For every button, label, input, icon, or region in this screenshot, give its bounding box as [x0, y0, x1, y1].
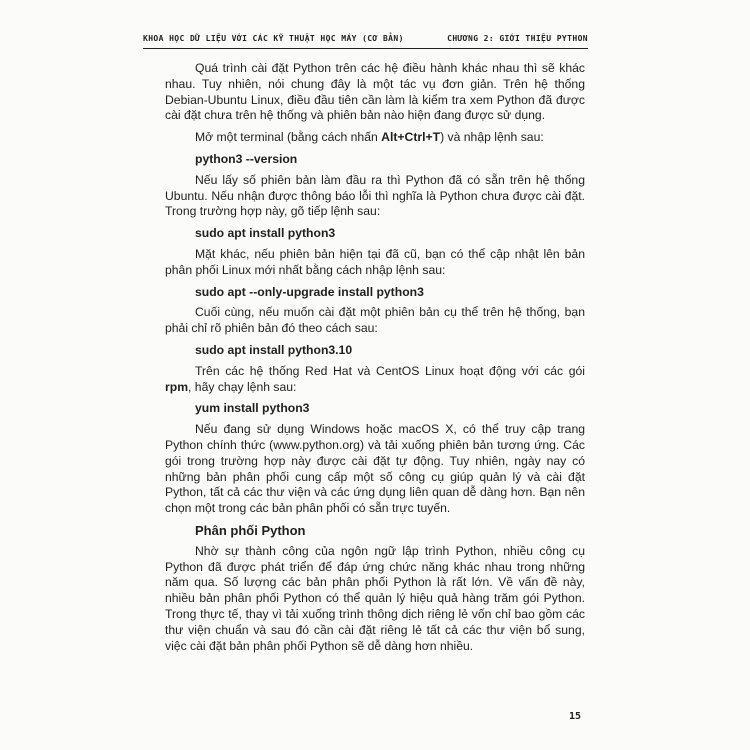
text-segment: , hãy chạy lệnh sau:	[188, 379, 297, 394]
header-book-title: KHOA HỌC DỮ LIỆU VỚI CÁC KỸ THUẬT HỌC MÁY (CƠ BẢN)	[143, 34, 404, 43]
command-apt-install: sudo apt install python3	[195, 226, 336, 241]
paragraph-specific-version: Cuối cùng, nếu muốn cài đặt một phiên bản cụ thể trên hệ thống, bạn phải chỉ rõ phiên bản đó theo cách sau:	[165, 305, 585, 336]
command-yum-install: yum install python3	[195, 401, 310, 416]
paragraph-windows-macos: Nếu đang sử dụng Windows hoặc macOS X, có thể truy cập trang Python chính thức (www.python.org) và tải xuống phiên bản tương ứng. Các gói trong trường hợp này được cài đặt tự động. Tuy nhiên, ngày nay có những bản phân phối cung cấp một số công cụ giúp quản lý và cài đặt Python, tất cả các thư viện và các ứng dụng liên quan dễ dàng hơn. Bạn nên chọn một trong các bản phân phối có sẵn trực tuyến.	[165, 422, 585, 516]
page-body	[165, 61, 585, 660]
command-apt-upgrade: sudo apt --only-upgrade install python3	[195, 284, 424, 299]
header-chapter-title: CHƯƠNG 2: GIỚI THIỆU PYTHON	[447, 34, 588, 43]
text-segment: ) và nhập lệnh sau:	[440, 130, 544, 145]
running-header	[143, 36, 588, 49]
page-number: 15	[569, 711, 582, 722]
paragraph-redhat	[165, 364, 585, 396]
text-segment: Mở một terminal (bằng cách nhấn	[195, 130, 382, 145]
paragraph-install-intro: Quá trình cài đặt Python trên các hệ điều hành khác nhau thì sẽ khác nhau. Tuy nhiên, nói chung đây là một tác vụ đơn giản. Trên hệ thống Debian-Ubuntu Linux, điều đầu tiên cần làm là kiểm tra xem Python đã được cài đặt chưa trên hệ thống và phiên bản nào hiện đang được sử dụng.	[165, 61, 585, 123]
paragraph-check-version: Nếu lấy số phiên bản làm đầu ra thì Python đã có sẵn trên hệ thống Ubuntu. Nếu nhận được thông báo lỗi thì nghĩa là Python chưa được cài đặt. Trong trường hợp này, gõ tiếp lệnh sau:	[165, 172, 585, 219]
text-segment: Trên các hệ thống Red Hat và CentOS Linux hoạt động với các gói	[195, 363, 585, 378]
keyboard-shortcut: Alt+Ctrl+T	[381, 130, 441, 145]
paragraph-distributions: Nhờ sự thành công của ngôn ngữ lập trình Python, nhiều công cụ Python đã được phát triển để đáp ứng chức năng khác nhau trong những năm qua. Số lượng các bản phân phối Python là rất lớn. Về vấn đề này, nhiều bản phân phối Python có thể quản lý hiệu quả hàng trăm gói Python. Trong thực tế, thay vì tải xuống trình thông dịch riêng lẻ vốn chỉ bao gồm các thư viện chuẩn và sau đó cần cài đặt riêng lẻ tất cả các thư viện bổ sung, việc cài đặt bản phân phối Python sẽ dễ dàng hơn nhiều.	[165, 543, 585, 653]
package-format: rpm	[165, 379, 189, 394]
command-apt-install-version: sudo apt install python3.10	[195, 342, 353, 357]
paragraph-open-terminal	[165, 130, 585, 146]
section-heading: Phân phối Python	[195, 522, 306, 538]
paragraph-upgrade: Mặt khác, nếu phiên bản hiện tại đã cũ, bạn có thể cập nhật lên bản phân phối Linux mới nhất bằng cách nhập lệnh sau:	[165, 246, 585, 277]
command-python-version: python3 --version	[195, 151, 298, 166]
